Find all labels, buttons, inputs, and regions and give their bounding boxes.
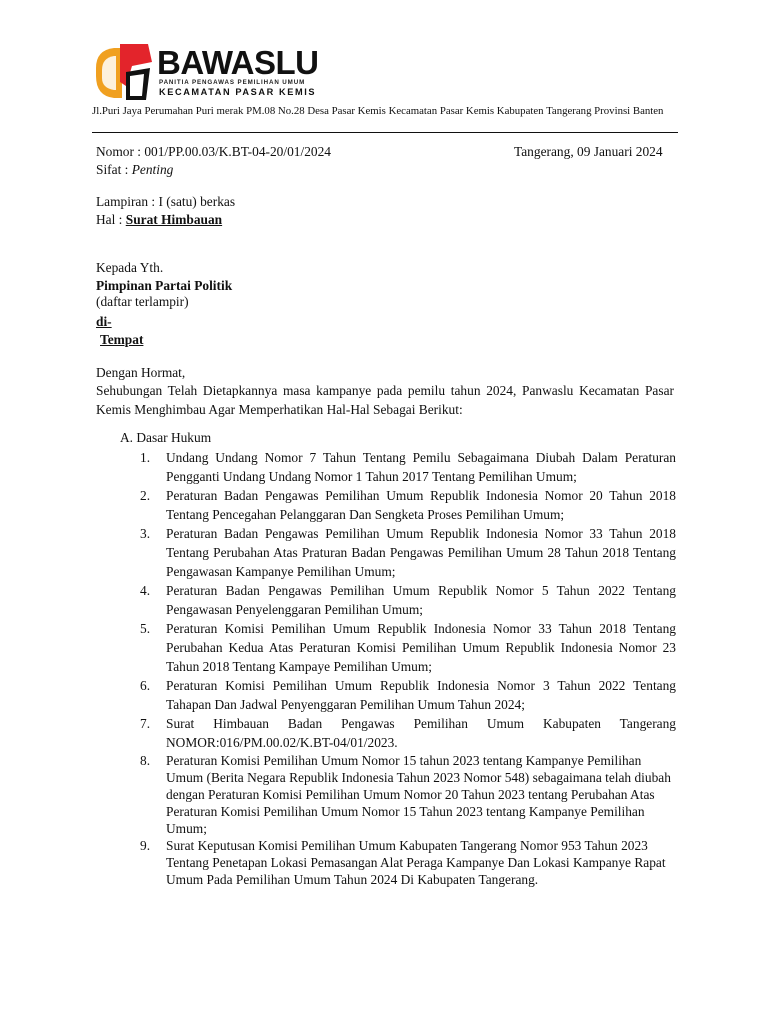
list-number: 9. [140,838,151,853]
letter-subject [96,211,222,229]
list-text: Peraturan Komisi Pemilihan Umum Republik Indonesia Nomor 33 Tahun 2018 Tentang Perubahan Kedua Atas Peraturan Komisi Pemilihan Umum Republik Indonesia Nomor 23 Tahun 2018 Tentang Kampaye Pemilihan Umum; [166,621,676,674]
greeting: Dengan Hormat, [96,365,186,380]
list-number: 8. [140,753,151,768]
nature-value: Penting [131,162,174,177]
bawaslu-logo-icon [92,42,154,104]
nature-label: Sifat : [96,162,132,177]
list-number: 1. [140,450,151,465]
list-number: 5. [140,621,151,636]
list-item [120,837,676,888]
org-name: BAWASLU [157,44,319,81]
recipient-di: di- [96,314,112,329]
recipient-salutation: Kepada Yth. [96,260,164,275]
letter-nature [96,161,173,179]
recipient-note: (daftar terlampir) [96,294,189,309]
list-text: Peraturan Komisi Pemilihan Umum Nomor 15 tahun 2023 tentang Kampanye Pemilihan Umum (Berita Negara Republik Indonesia Tahun 2023 Nomor 548) sebagaimana telah diubah dengan Peraturan Komisi Pemilihan Umum Nomor 20 Tahun 2023 tentang Perubahan Atas Peraturan Komisi Pemilihan Umum Nomor 15 Tahun 2023 tentang Kampanye Pemilihan Umum; [166,753,671,836]
list-text: Surat Keputusan Komisi Pemilihan Umum Kabupaten Tangerang Nomor 953 Tahun 2023 Tentang Penetapan Lokasi Pemasangan Alat Peraga Kampanye Dan Lokasi Kampanye Rapat Umum Pada Pemilihan Umum Tahun 2024 Di Kabupaten Tangerang. [166,838,666,887]
list-text: Peraturan Komisi Pemilihan Umum Republik Indonesia Nomor 3 Tahun 2022 Tentang Tahapan Dan Jadwal Penyenggaran Pemilihan Umum Tahun 2024; [166,678,676,712]
list-item [120,524,676,581]
letterhead-address: Jl.Puri Jaya Perumahan Puri merak PM.08 No.28 Desa Pasar Kemis Kecamatan Pasar Kemis Kabupaten Tangerang Provinsi Banten [92,105,664,117]
legal-basis-list [120,448,676,888]
list-item [120,448,676,486]
subject-value: Surat Himbauan [125,212,223,227]
list-text: Surat Himbauan Badan Pengawas Pemilihan Umum Kabupaten Tangerang NOMOR:016/PM.00.02/K.BT-04/01/2023. [166,716,676,750]
list-number: 6. [140,678,151,693]
list-text: Peraturan Badan Pengawas Pemilihan Umum Republik Indonesia Nomor 20 Tahun 2018 Tentang Pencegahan Pelanggaran Dan Sengketa Proses Pemilihan Umum; [166,488,676,522]
list-item [120,619,676,676]
subject-label: Hal : [96,212,126,227]
list-number: 3. [140,526,151,541]
intro-paragraph: Sehubungan Telah Dietapkannya masa kampanye pada pemilu tahun 2024, Panwaslu Kecamatan Pasar Kemis Menghimbau Agar Memperhatikan Hal-Hal Sebagai Berikut: [96,383,674,417]
letter-date: Tangerang, 09 Januari 2024 [514,144,663,159]
list-text: Peraturan Badan Pengawas Pemilihan Umum Republik Indonesia Nomor 33 Tahun 2018 Tentang Perubahan Atas Praturan Badan Pengawas Pemilihan Umum 28 Tahun 2018 Tentang Pengawasan Kampanye Pemilihan Umum; [166,526,676,579]
recipient-place: Tempat [100,332,144,347]
recipient-name: Pimpinan Partai Politik [96,278,233,293]
list-item [120,581,676,619]
list-item [120,486,676,524]
org-subtitle: PANITIA PENGAWAS PEMILIHAN UMUM [159,79,306,86]
letter-number: Nomor : 001/PP.00.03/K.BT-04-20/01/2024 [96,144,331,159]
letterhead-divider [92,132,678,133]
list-number: 2. [140,488,151,503]
letter-attachment: Lampiran : I (satu) berkas [96,194,236,209]
list-item [120,752,676,837]
org-unit: KECAMATAN PASAR KEMIS [159,87,317,97]
list-text: Undang Undang Nomor 7 Tahun Tentang Pemilu Sebagaimana Diubah Dalam Peraturan Pengganti Undang Undang Nomor 1 Tahun 2017 Tentang Pemilihan Umum; [166,450,676,484]
section-heading: A. Dasar Hukum [120,430,212,445]
list-number: 4. [140,583,151,598]
list-item [120,676,676,714]
list-number: 7. [140,716,151,731]
list-text: Peraturan Badan Pengawas Pemilihan Umum Republik Nomor 5 Tahun 2022 Tentang Pengawasan Penyelenggaran Pemilihan Umum; [166,583,676,617]
list-item [120,714,676,752]
